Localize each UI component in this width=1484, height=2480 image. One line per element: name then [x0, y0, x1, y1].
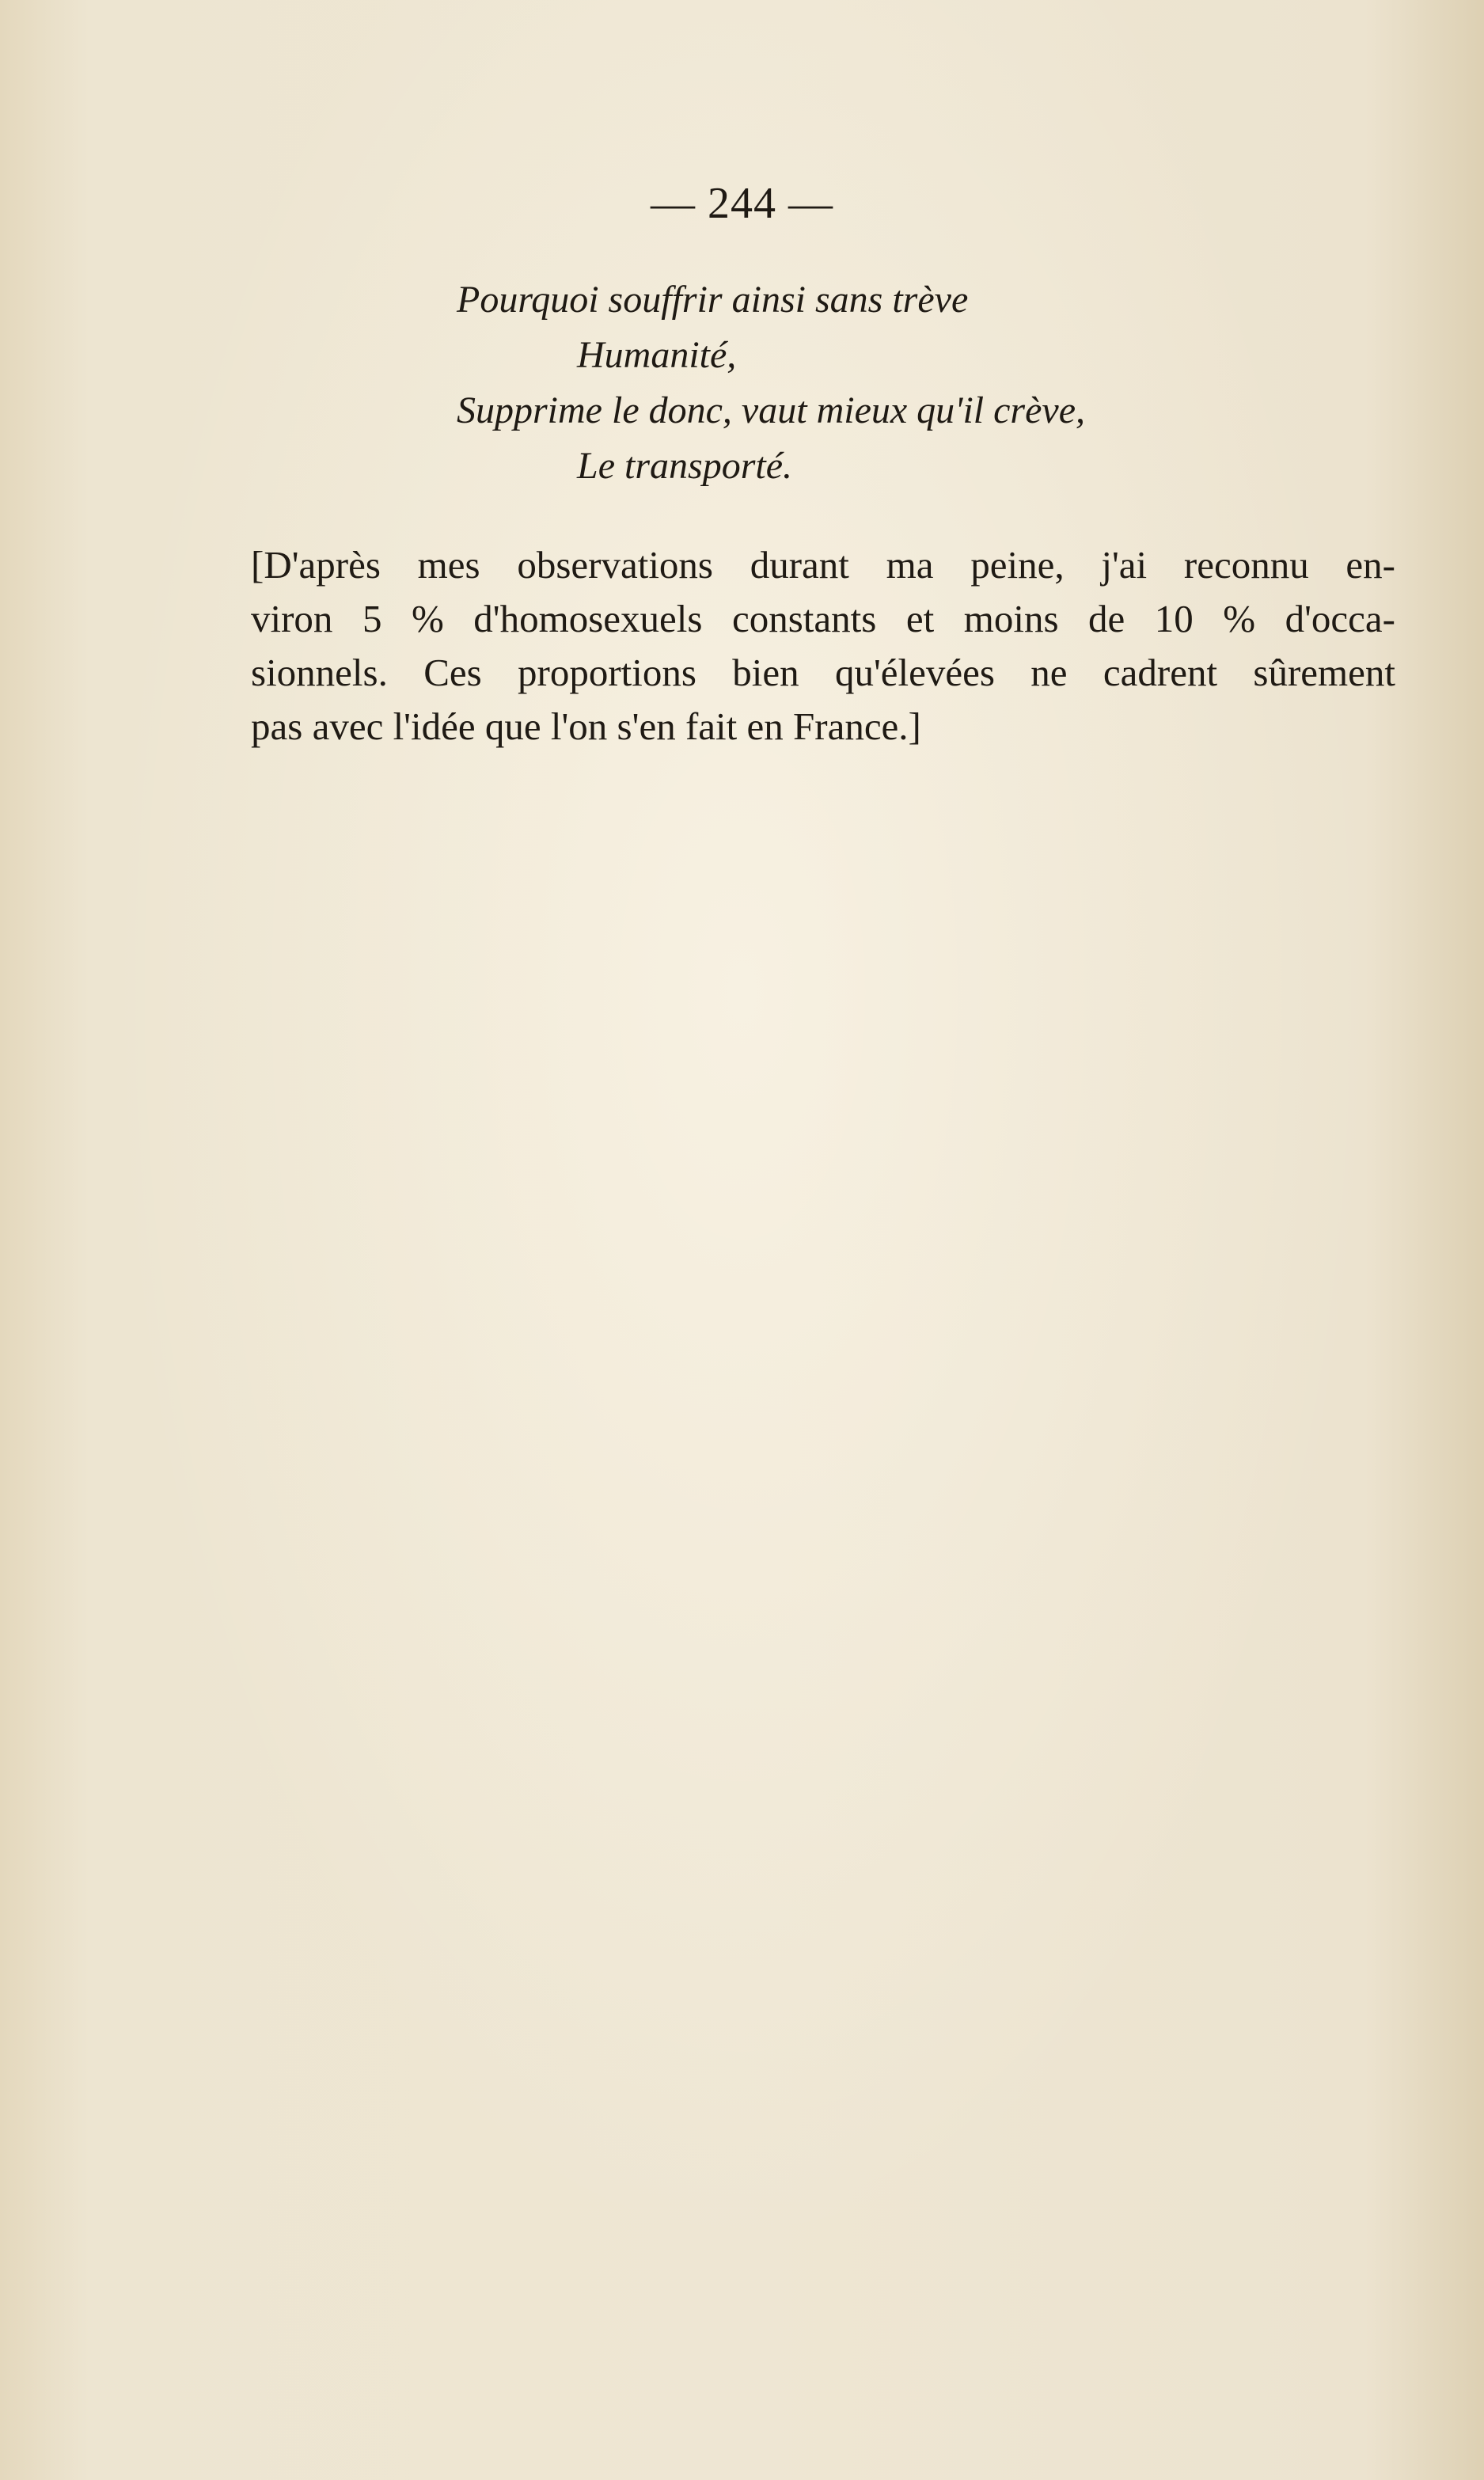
verse-line-3: Supprime le donc, vaut mieux qu'il crève,: [457, 389, 1086, 431]
verse-line-2: Humanité,: [577, 334, 737, 376]
note-line-3: sionnels. Ces proportions bien qu'élevées ne cadrent sûrement: [251, 651, 1395, 694]
verse-stanza: [457, 272, 1085, 494]
page-number: — 244 —: [651, 179, 833, 228]
show-through-text: [522, 665, 1251, 2169]
verse-line-1: Pourquoi souffrir ainsi sans trève: [457, 279, 969, 321]
verse-line-4: Le transporté.: [577, 445, 793, 487]
note-line-2: viron 5 % d'homosexuels constants et moins de 10 % d'occa-: [251, 597, 1395, 640]
note-line-1: [D'après mes observations durant ma peine, j'ai reconnu en-: [251, 543, 1395, 587]
editor-note: [251, 538, 1395, 754]
note-line-4: pas avec l'idée que l'on s'en fait en France.]: [251, 705, 921, 748]
